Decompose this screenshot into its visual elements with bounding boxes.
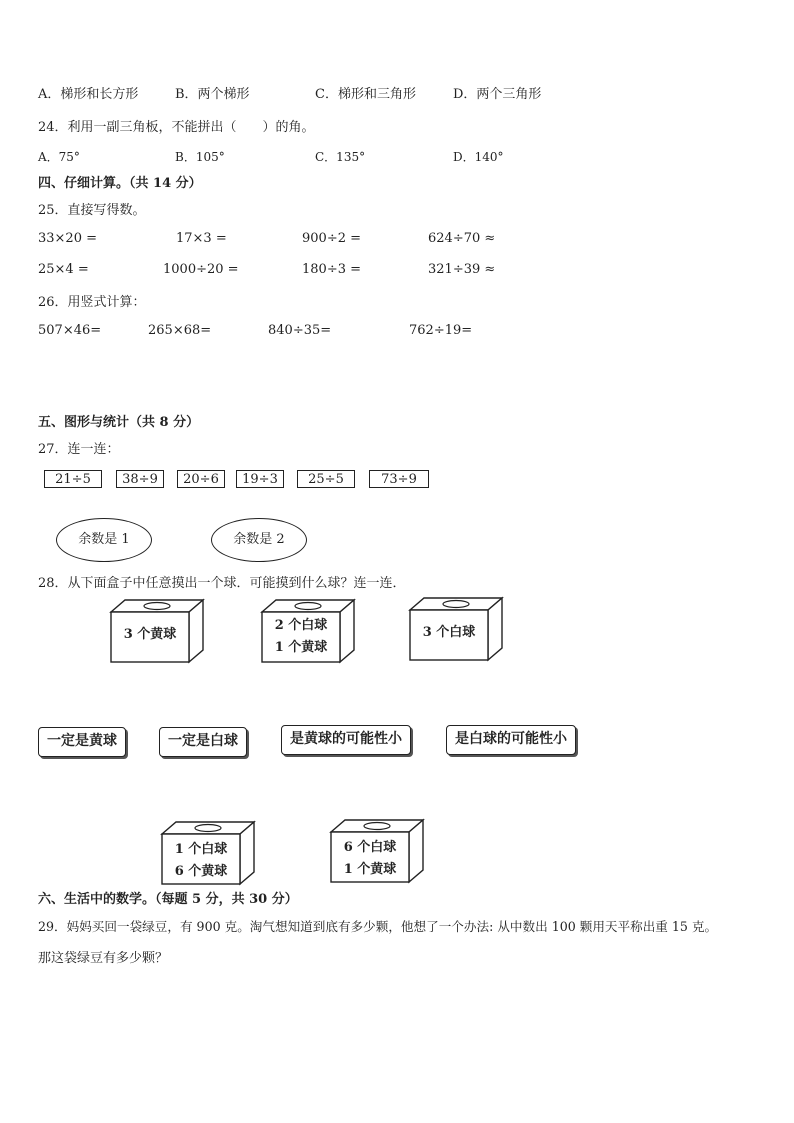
- ball-box-line1: 1 个白球: [174, 842, 228, 857]
- q27-question: 27．连一连：: [38, 442, 120, 457]
- q26-question: 26．用竖式计算：: [38, 295, 146, 310]
- ball-box-line2: 1 个黄球: [274, 640, 328, 655]
- q27-division-box[interactable]: 38÷9: [116, 470, 164, 488]
- ball-box-line2: 1 个黄球: [343, 862, 397, 877]
- q27-division-box[interactable]: 25÷5: [297, 470, 355, 488]
- q25-item: 25×4 =: [38, 262, 89, 277]
- q25-item: 180÷3 =: [302, 262, 362, 277]
- q23-option-d: D．两个三角形: [453, 87, 542, 102]
- q27-division-box[interactable]: 19÷3: [236, 470, 284, 488]
- section4-title: 四、仔细计算。（共 14 分）: [38, 176, 202, 191]
- q25-item: 1000÷20 =: [163, 262, 239, 277]
- q28-label-yellow-unlikely[interactable]: 是黄球的可能性小: [281, 725, 411, 755]
- q28-label-white-unlikely[interactable]: 是白球的可能性小: [446, 725, 576, 755]
- ball-box[interactable]: [260, 598, 356, 664]
- q28-label-always-white[interactable]: 一定是白球: [159, 727, 247, 757]
- q23-option-a: A．梯形和长方形: [38, 87, 139, 102]
- q25-item: 624÷70 ≈: [428, 231, 496, 246]
- q23-option-b: B．两个梯形: [175, 87, 250, 102]
- ball-box-line2: 6 个黄球: [174, 864, 228, 879]
- q26-item: 507×46=: [38, 323, 102, 338]
- ball-box-line1: 2 个白球: [274, 618, 328, 633]
- ball-box-line1: 3 个白球: [422, 625, 476, 640]
- q27-division-box[interactable]: 21÷5: [44, 470, 102, 488]
- q25-item: 17×3 =: [176, 231, 227, 246]
- q24-question: 24．利用一副三角板，不能拼出（ ）的角。: [38, 120, 315, 135]
- section5-title: 五、图形与统计（共 8 分）: [38, 415, 200, 430]
- ball-box[interactable]: [329, 818, 425, 884]
- q27-division-box[interactable]: 73÷9: [369, 470, 429, 488]
- q27-division-box[interactable]: 20÷6: [177, 470, 225, 488]
- ball-box-line1: 3 个黄球: [123, 627, 177, 642]
- q26-item: 265×68=: [148, 323, 212, 338]
- q26-item: 840÷35=: [268, 323, 332, 338]
- q29-line2: 那这袋绿豆有多少颗？: [38, 951, 169, 966]
- ball-box[interactable]: [408, 596, 504, 662]
- q24-option-a: A．75°: [38, 150, 80, 164]
- q27-remainder-oval[interactable]: 余数是 1: [56, 518, 152, 562]
- q25-item: 321÷39 ≈: [428, 262, 496, 277]
- ball-box[interactable]: [109, 598, 205, 664]
- q23-option-c: C．梯形和三角形: [315, 87, 416, 102]
- ball-box-line1: 6 个白球: [343, 840, 397, 855]
- q28-question: 28．从下面盒子中任意摸出一个球．可能摸到什么球？连一连．: [38, 576, 406, 591]
- section6-title: 六、生活中的数学。（每题 5 分，共 30 分）: [38, 892, 298, 907]
- ball-box[interactable]: [160, 820, 256, 886]
- q29-line1: 29．妈妈买回一袋绿豆，有 900 克。淘气想知道到底有多少颗，他想了一个办法: 从中数出 100 颗用天平称出重 15 克。: [38, 919, 718, 934]
- q24-option-b: B．105°: [175, 150, 225, 164]
- q24-option-c: C．135°: [315, 150, 366, 164]
- q26-item: 762÷19=: [409, 323, 473, 338]
- q25-question: 25．直接写得数。: [38, 203, 146, 218]
- q25-item: 33×20 =: [38, 231, 98, 246]
- q27-remainder-oval[interactable]: 余数是 2: [211, 518, 307, 562]
- q28-label-always-yellow[interactable]: 一定是黄球: [38, 727, 126, 757]
- q24-option-d: D．140°: [453, 150, 504, 164]
- q25-item: 900÷2 =: [302, 231, 362, 246]
